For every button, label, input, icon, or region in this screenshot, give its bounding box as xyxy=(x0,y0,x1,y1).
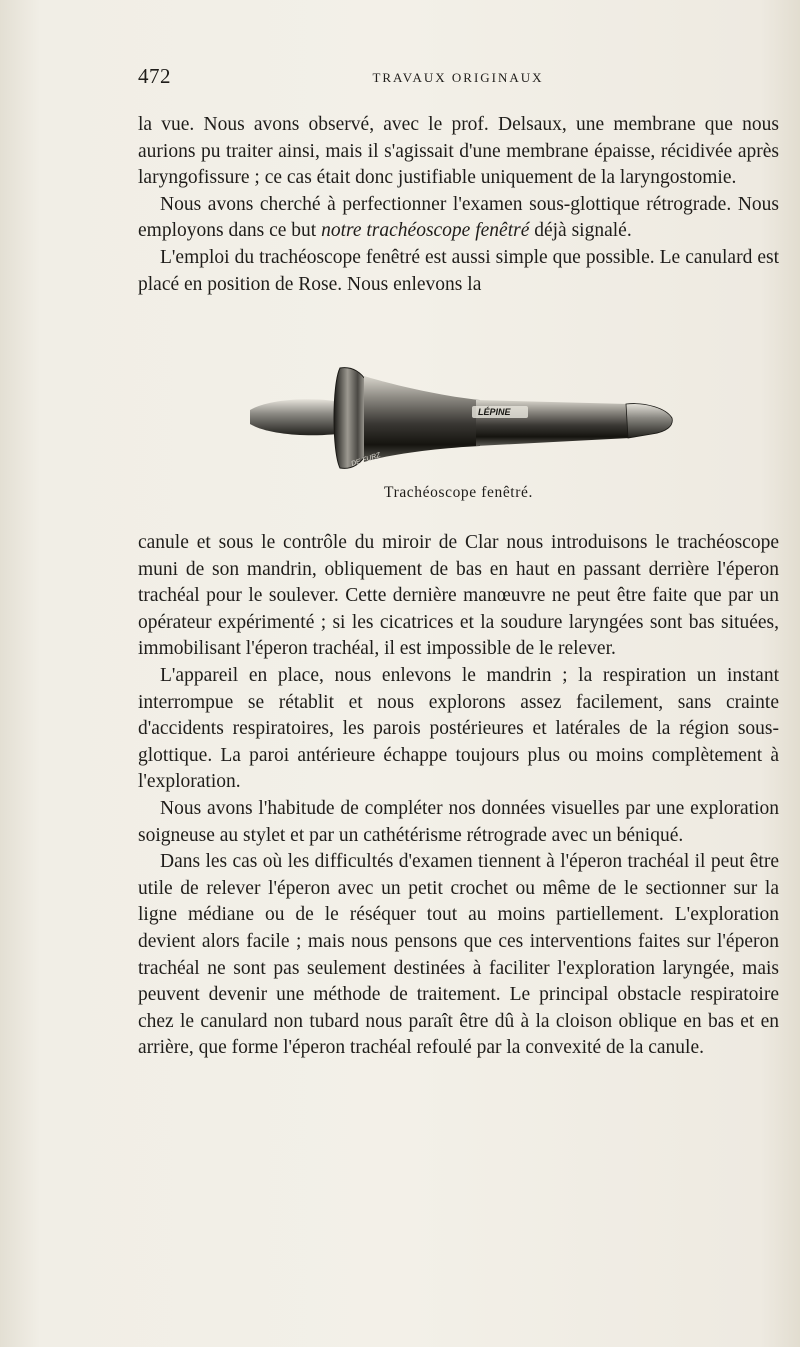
funnel-shape xyxy=(334,368,368,469)
paragraph: la vue. Nous avons observé, avec le prof. Delsaux, une membrane que nous aurions pu traiter ainsi, mais il s'agissait d'une membrane épaisse, récidivée après laryngofissure ; ce cas était donc justifiable uniquement de la laryngostomie. xyxy=(138,114,779,189)
italic-text-run: notre trachéoscope fenêtré xyxy=(321,220,530,242)
tracheoscope-drawing xyxy=(240,362,680,474)
paragraph: L'emploi du trachéoscope fenêtré est aussi simple que possible. Le canulard est placé en position de Rose. Nous enlevons la xyxy=(138,246,779,295)
text-block-bottom xyxy=(138,530,779,1062)
tip-shape xyxy=(626,404,672,438)
paragraph: Nous avons l'habitude de compléter nos données visuelles par une exploration soigneuse au stylet et par un cathétérisme rétrograde avec un béniqué. xyxy=(138,797,779,846)
paragraph: Dans les cas où les difficultés d'examen tiennent à l'éperon trachéal il peut être utile de relever l'éperon avec un petit crochet ou même de le sectionner sur la ligne médiane ou de le réséquer tout au moins partiellement. L'exploration devient alors facile ; mais nous pensons que ces interventions faites sur l'éperon trachéal ne sont pas seulement destinées à faciliter l'exploration laryngée, mais peuvent devenir une méthode de traitement. Le principal obstacle respiratoire chez le canulard non tubard nous paraît être dû à la cloison oblique en bas et en arrière, que forme l'éperon trachéal refoulé par la convexité de la canule. xyxy=(138,851,779,1059)
paragraph: L'appareil en place, nous enlevons le mandrin ; la respiration un instant interrompue se rétablit et nous explorons assez facilement, sans crainte d'accidents respiratoires, les parois postérieures et latérales de la région sous-glottique. La paroi antérieure échappe toujours plus ou moins complètement à l'exploration. xyxy=(138,664,779,793)
text-run: Nous avons cherché à perfectionner l'examen sous-glottique rétrograde. Nous employons dans ce but xyxy=(138,193,779,242)
text-run: déjà signalé. xyxy=(529,220,632,242)
cone-shape xyxy=(364,376,480,462)
running-title: TRAVAUX ORIGINAUX xyxy=(372,70,544,85)
paragraph xyxy=(138,192,779,245)
page-number: 472 xyxy=(138,64,171,88)
figure-caption: Trachéoscope fenêtré. xyxy=(384,484,533,501)
engraving-text: LÉPINE xyxy=(478,407,511,417)
engraving-text-2: DE FURZ xyxy=(350,451,382,468)
text-block-top xyxy=(138,112,779,298)
page-header xyxy=(138,64,778,94)
paragraph: canule et sous le contrôle du miroir de Clar nous introduisons le trachéoscope muni de son mandrin, obliquement de bas en haut en passant derrière l'éperon trachéal pour le soulever. Cette dernière manœuvre ne peut être faite que par un opérateur expérimenté ; si les cicatrices et la soudure laryngées sont bas situées, immobilisant l'éperon trachéal, il est impossible de le relever. xyxy=(138,532,779,660)
tracheoscope-illustration xyxy=(240,362,680,474)
